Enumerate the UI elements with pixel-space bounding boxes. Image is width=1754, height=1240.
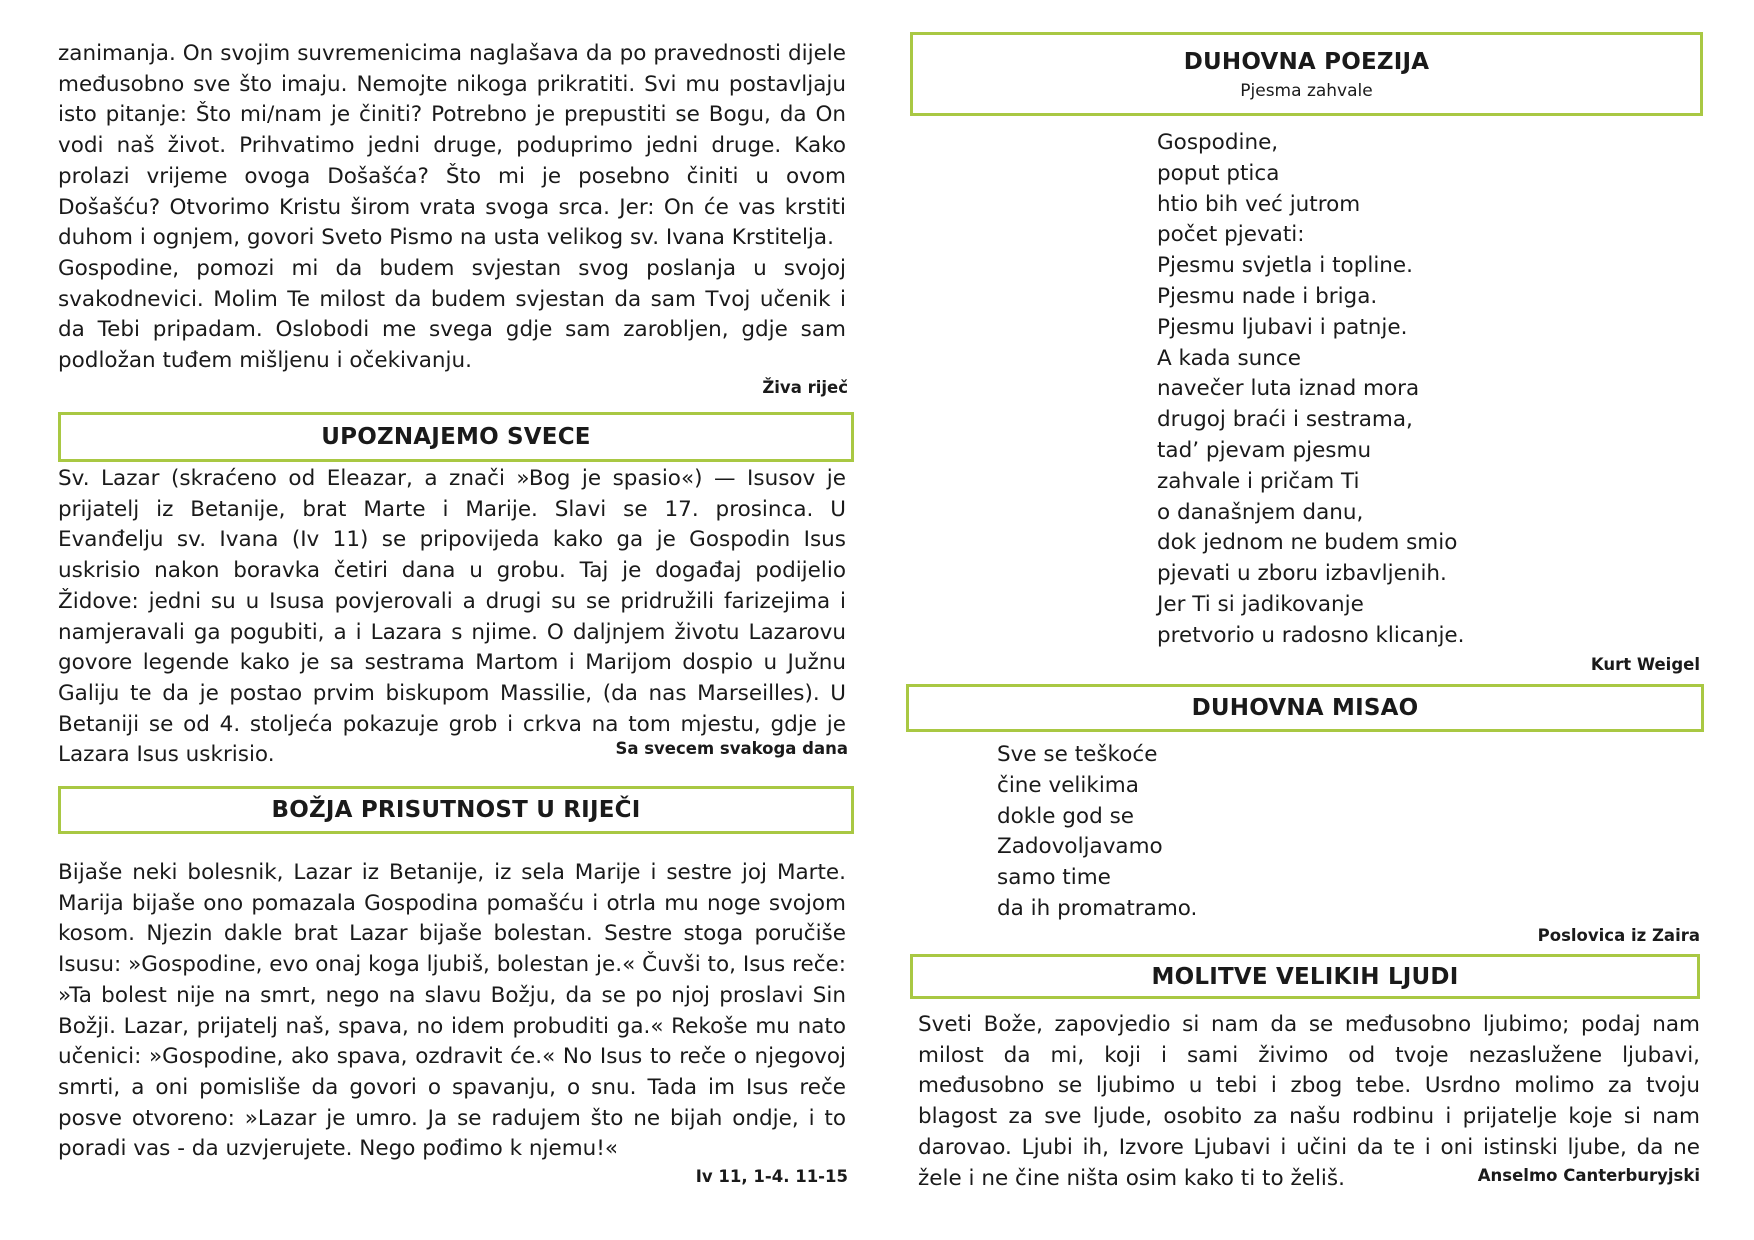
thought-line: dokle god se [997, 803, 1134, 829]
poem-line: Pjesmu nade i briga. [1157, 283, 1378, 309]
thought-lines [997, 740, 1197, 925]
poem-line: Pjesmu svjetla i topline. [1157, 253, 1413, 279]
thought-line: čine velikima [997, 772, 1139, 798]
poem-line: Jer Ti si jadikovanje [1157, 591, 1364, 617]
poem-line: htio bih već jutrom [1157, 191, 1361, 217]
thought-line: Zadovoljavamo [997, 834, 1163, 860]
thought-line: Sve se teškoće [997, 742, 1158, 767]
saints-source: Sa svecem svakoga dana [615, 739, 848, 758]
poetry-source: Kurt Weigel [1590, 655, 1700, 674]
thought-source: Poslovica iz Zaira [1537, 926, 1700, 945]
word-section-header [58, 786, 854, 834]
thought-line: samo time [997, 865, 1111, 891]
poem-line: Pjesmu ljubavi i patnje. [1157, 314, 1408, 340]
poem-line: o današnjem danu, [1157, 499, 1364, 525]
thought-section-title: DUHOVNA MISAO [1191, 695, 1419, 721]
thought-line: da ih promatramo. [997, 895, 1198, 921]
prayers-source: Anselmo Canterburyjski [1477, 1166, 1700, 1185]
poem-line: dok jednom ne budem smio [1157, 530, 1458, 556]
thought-section-header [906, 684, 1704, 732]
poem-line: navečer luta iznad mora [1157, 376, 1420, 402]
intro-paragraph: zanimanja. On svojim suvremenicima naglašava da po pravednosti dijele međusobno sve što imaju. Nemojte nikoga prikratiti. Svi mu postavljaju isto pitanje: Što mi/nam je činiti? Potrebno je prepustiti se Bogu, da On vodi naš život. Prihvatimo jedni druge, poduprimo jedni druge. Kako prolazi vrijeme ovoga Došašća? Što mi je posebno činiti u ovom Došašću? Otvorimo Kristu širom vrata svoga srca. Jer: On će vas krstiti duhom i ognjem, govori Sveto Pismo na usta velikog sv. Ivana Krstitelja. [58, 41, 846, 251]
poem-line: počet pjevati: [1157, 222, 1305, 248]
poem-line: A kada sunce [1157, 345, 1301, 371]
prayers-paragraph: Sveti Bože, zapovjedio si nam da se međusobno ljubimo; podaj nam milost da mi, koji i sami živimo od tvoje nezaslužene ljubavi, međusobno se ljubimo u tebi i zbog tebe. Usrdno molimo za tvoju blagost za sve ljude, osobito za našu rodbinu i prijatelje koje si nam darovao. Ljubi ih, Izvore Ljubavi i učini da te i oni istinski ljube, da ne žele i ne čine ništa osim kako ti to želiš. [918, 1012, 1700, 1191]
prayers-section-header [910, 954, 1700, 999]
poetry-subtitle: Pjesma zahvale [1240, 81, 1373, 101]
poem-line: drugoj braći i sestrama, [1157, 407, 1413, 433]
saints-paragraph: Sv. Lazar (skraćeno od Eleazar, a znači »Bog je spasio«) — Isusov je prijatelj iz Betanije, brat Marte i Marije. Slavi se 17. prosinca. U Evanđelju sv. Ivana (Iv 11) se pripovijeda kako ga je Gospodin Isus uskrisio nakon boravka četiri dana u grobu. Taj je događaj podijelio Židove: jedni su u Isusa povjerovali a drugi su se pridružili farizejima i namjeravali ga pogubiti, a i Lazara s njime. O daljnjem životu Lazarovu govore legende kako je sa sestrama Martom i Marijom dospio u Južnu Galiju te da je postao prvim biskupom Massilie, (da nas Marseilles). U Betaniji se od 4. stoljeća pokazuje grob i crkva na tom mjestu, gdje je Lazara Isus uskrisio. [58, 466, 846, 768]
poem-line: zahvale i pričam Ti [1157, 468, 1360, 494]
saints-section-title: UPOZNAJEMO SVECE [321, 424, 591, 450]
saints-section-header [58, 412, 854, 462]
poetry-section-header [910, 32, 1703, 116]
poem-line: pretvorio u radosno klicanje. [1157, 622, 1465, 648]
poem-line: poput ptica [1157, 160, 1280, 186]
word-section-title: BOŽJA PRISUTNOST U RIJEČI [271, 797, 641, 823]
poem-line: tad’ pjevam pjesmu [1157, 437, 1372, 463]
word-source: Iv 11, 1-4. 11-15 [695, 1167, 848, 1186]
intro-source: Živa riječ [762, 378, 848, 397]
word-paragraph: Bijaše neki bolesnik, Lazar iz Betanije, iz sela Marije i sestre joj Marte. Marija bijaše ono pomazala Gospodina pomašću i otrla mu noge svojom kosom. Njezin dakle brat Lazar bijaše bolestan. Sestre stoga poručiše Isusu: »Gospodine, evo onaj koga ljubiš, bolestan je.« Čuvši to, Isus reče: »Ta bolest nije na smrt, nego na slavu Božju, da se po njoj proslavi Sin Božji. Lazar, prijatelj naš, spava, no idem probuditi ga.« Rekoše mu nato učenici: »Gospodine, ako spava, ozdravit će.« No Isus to reče o njegovoj smrti, a oni pomisliše da govori o spavanju, o snu. Tada im Isus reče posve otvoreno: »Lazar je umro. Ja se radujem što ne bijah ondje, i to poradi vas - da uzvjerujete. Nego pođimo k njemu!« [58, 860, 846, 1162]
poetry-section-title: DUHOVNA POEZIJA [1183, 49, 1430, 75]
intro-prayer-paragraph: Gospodine, pomozi mi da budem svjestan svog poslanja u svojoj svakodnevici. Molim Te milost da budem svjestan da sam Tvoj učenik i da Tebi pripadam. Oslobodi me svega gdje sam zarobljen, gdje sam podložan tuđem mišljenu i očekivanju. [58, 256, 846, 374]
poem-lines [1157, 128, 1465, 652]
poem-line: pjevati u zboru izbavljenih. [1157, 561, 1447, 587]
poem-line: Gospodine, [1157, 130, 1279, 155]
prayers-section-title: MOLITVE VELIKIH LJUDI [1151, 964, 1459, 990]
